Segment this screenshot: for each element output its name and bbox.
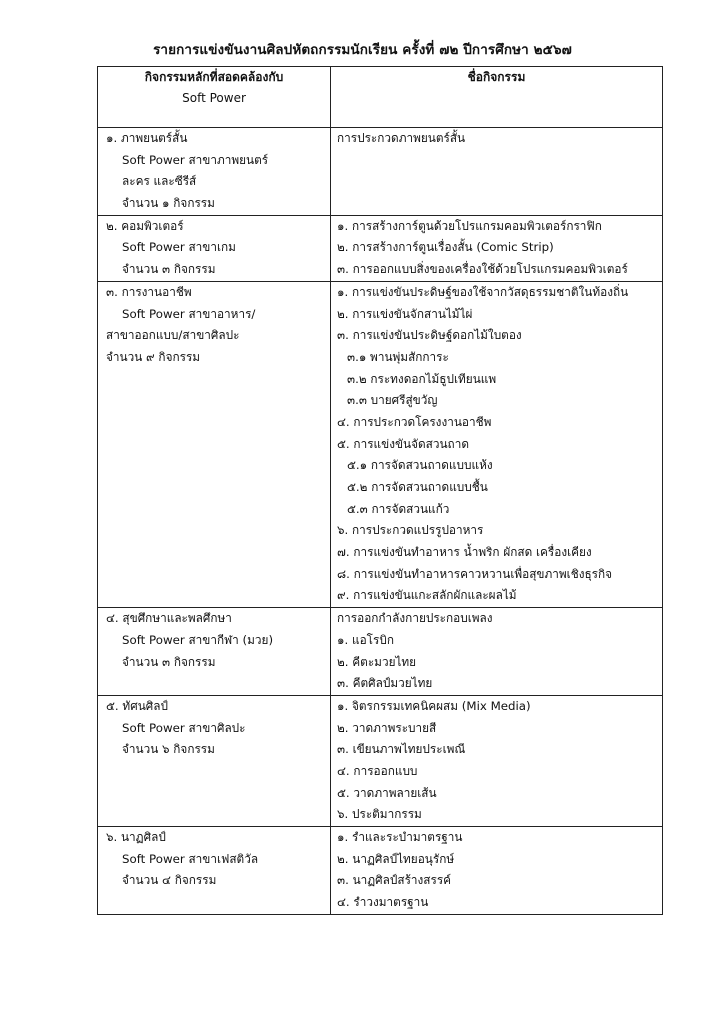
activity-item: ๔. การประกวดโครงงานอาชีพ xyxy=(337,414,492,429)
activity-item: ๔. รำวงมาตรฐาน xyxy=(337,895,429,910)
main-activity-title: ๑. ภาพยนตร์สั้น xyxy=(106,131,188,145)
header-activity-name xyxy=(331,67,663,128)
document-title: รายการแข่งขันงานศิลปหัตถกรรมนักเรียน ครั้งที่ ๗๒ ปีการศึกษา ๒๕๖๗ xyxy=(153,42,572,58)
soft-power-branch-cont: สาขาออกแบบ/สาขาศิลปะ xyxy=(106,328,240,343)
activity-item: ๕. การแข่งขันจัดสวนถาด xyxy=(337,436,469,451)
table-header-row xyxy=(98,67,663,128)
activity-group-label: การออกกำลังกายประกอบเพลง xyxy=(337,611,493,626)
activity-subitem: ๓.๓ บายศรีสู่ขวัญ xyxy=(347,393,438,408)
activity-count: จำนวน ๖ กิจกรรม xyxy=(122,742,215,757)
activity-item: ๗. การแข่งขันทำอาหาร น้ำพริก ผักสด เครื่องเคียง xyxy=(337,545,592,560)
activity-subitem: ๕.๒ การจัดสวนถาดแบบชื้น xyxy=(347,480,488,494)
soft-power-branch: Soft Power สาขาอาหาร/ xyxy=(122,306,256,321)
activity-item: ๓. การแข่งขันประดิษฐ์ดอกไม้ใบตอง xyxy=(337,328,522,343)
soft-power-branch: Soft Power สาขากีฬา (มวย) xyxy=(122,632,274,647)
activity-item: ๑. แอโรบิก xyxy=(337,632,394,647)
activity-item: ๕. วาดภาพลายเส้น xyxy=(337,785,437,800)
soft-power-branch-cont: ละคร และซีรีส์ xyxy=(122,174,197,189)
table-row xyxy=(98,827,663,915)
activity-subitem: ๕.๓ การจัดสวนแก้ว xyxy=(347,501,450,516)
activity-item: ๓. คีตศิลป์มวยไทย xyxy=(337,676,433,691)
main-activity-title: ๖. นาฏศิลป์ xyxy=(106,830,166,844)
header-main-activity-line2: Soft Power xyxy=(182,91,246,105)
main-activity-cell xyxy=(98,827,331,915)
activity-list-cell xyxy=(331,128,663,216)
activity-item: ๑. การสร้างการ์ตูนด้วยโปรแกรมคอมพิวเตอร์กราฟิก xyxy=(337,218,602,233)
activity-count: จำนวน ๓ กิจกรรม xyxy=(122,654,216,669)
table-row xyxy=(98,608,663,696)
activity-item: ๑. รำและระบำมาตรฐาน xyxy=(337,830,463,844)
activity-table xyxy=(97,66,663,915)
soft-power-branch: Soft Power สาขาภาพยนตร์ xyxy=(122,152,269,167)
header-main-activity-line1: กิจกรรมหลักที่สอดคล้องกับ xyxy=(144,70,284,84)
main-activity-cell xyxy=(98,215,331,281)
activity-list-cell xyxy=(331,695,663,826)
activity-list-cell xyxy=(331,215,663,281)
activity-item: ๖. การประกวดแปรรูปอาหาร xyxy=(337,523,484,538)
table-row xyxy=(98,281,663,607)
table-row xyxy=(98,695,663,826)
activity-item: ๑. การแข่งขันประดิษฐ์ของใช้จากวัสดุธรรมชาติในท้องถิ่น xyxy=(337,284,629,299)
activity-count: จำนวน ๑ กิจกรรม xyxy=(122,196,215,211)
main-activity-title: ๓. การงานอาชีพ xyxy=(106,284,192,299)
soft-power-branch: Soft Power สาขาเฟสติวัล xyxy=(122,851,259,866)
activity-item: ๑. จิตรกรรมเทคนิคผสม (Mix Media) xyxy=(337,698,531,713)
activity-count: จำนวน ๙ กิจกรรม xyxy=(106,349,201,364)
activity-item: ๓. การออกแบบสิ่งของเครื่องใช้ด้วยโปรแกรมคอมพิวเตอร์ xyxy=(337,262,628,277)
activity-list-cell xyxy=(331,608,663,696)
header-activity-name-label: ชื่อกิจกรรม xyxy=(467,70,526,84)
table-row xyxy=(98,128,663,216)
activity-item: ๔. การออกแบบ xyxy=(337,763,418,778)
activity-item: ๒. การแข่งขันจักสานไม้ไผ่ xyxy=(337,306,473,321)
activity-item: ๒. นาฏศิลป์ไทยอนุรักษ์ xyxy=(337,851,455,866)
activity-list-cell xyxy=(331,281,663,607)
main-activity-cell xyxy=(98,608,331,696)
main-activity-title: ๒. คอมพิวเตอร์ xyxy=(106,218,184,233)
activity-item: ๘. การแข่งขันทำอาหารคาวหวานเพื่อสุขภาพเชิงธุรกิจ xyxy=(337,566,613,581)
activity-list-cell xyxy=(331,827,663,915)
main-activity-title: ๔. สุขศึกษาและพลศึกษา xyxy=(106,611,232,626)
activity-subitem: ๓.๒ กระทงดอกไม้ธูปเทียนแพ xyxy=(347,371,497,386)
activity-subitem: ๓.๑ พานพุ่มสักการะ xyxy=(347,349,449,364)
soft-power-branch: Soft Power สาขาศิลปะ xyxy=(122,720,246,735)
soft-power-branch: Soft Power สาขาเกม xyxy=(122,240,236,255)
table-row xyxy=(98,215,663,281)
activity-item: ๒. การสร้างการ์ตูนเรื่องสั้น (Comic Strip) xyxy=(337,240,554,255)
activity-item: ๓. นาฏศิลป์สร้างสรรค์ xyxy=(337,873,452,888)
main-activity-cell xyxy=(98,695,331,826)
activity-count: จำนวน ๔ กิจกรรม xyxy=(122,873,217,888)
activity-subitem: ๕.๑ การจัดสวนถาดแบบแห้ง xyxy=(347,458,493,473)
main-activity-cell xyxy=(98,128,331,216)
activity-item: ๓. เขียนภาพไทยประเพณี xyxy=(337,742,466,757)
header-main-activity xyxy=(98,67,331,128)
activity-item: ๒. วาดภาพระบายสี xyxy=(337,720,437,735)
main-activity-cell xyxy=(98,281,331,607)
activity-count: จำนวน ๓ กิจกรรม xyxy=(122,262,216,277)
activity-item: ๒. คีตะมวยไทย xyxy=(337,654,417,669)
activity-item: ๖. ประติมากรรม xyxy=(337,807,422,822)
main-activity-title: ๕. ทัศนศิลป์ xyxy=(106,698,168,713)
activity-item: การประกวดภาพยนตร์สั้น xyxy=(337,131,466,145)
activity-item: ๙. การแข่งขันแกะสลักผักและผลไม้ xyxy=(337,588,517,603)
